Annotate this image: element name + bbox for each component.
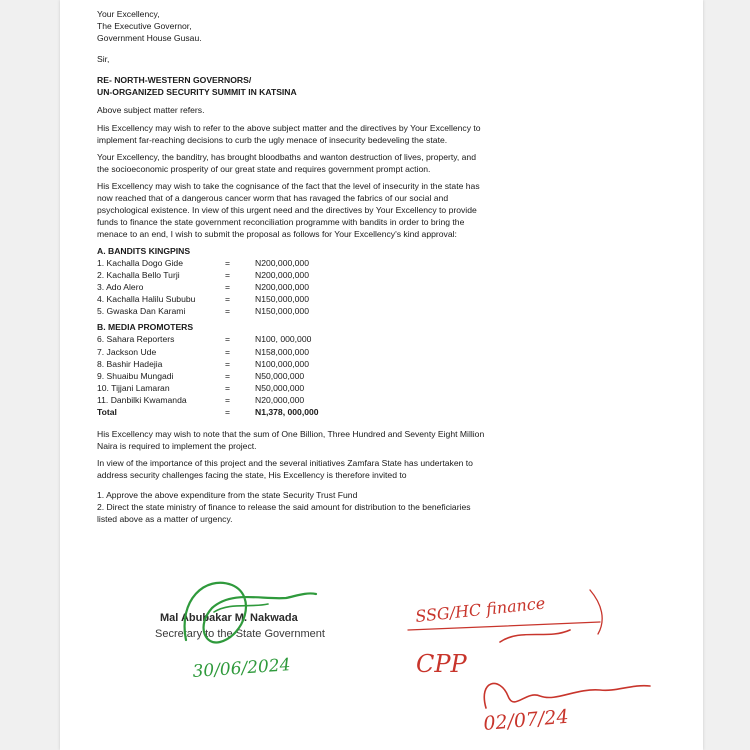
subject-line: UN-ORGANIZED SECURITY SUMMIT IN KATSINA [97, 87, 297, 97]
section-b-heading: B. MEDIA PROMOTERS [97, 322, 194, 333]
item-name: 11. Danbilki Kwamanda [97, 394, 187, 405]
total-amount: N1,378, 000,000 [255, 407, 319, 418]
signatory-name: Mal Abubakar M. Nakwada [160, 612, 298, 624]
item-amount: N200,000,000 [255, 282, 309, 293]
text-line: psychological existence. In view of this urgent need and the directives by Your Excellency to provide [97, 205, 477, 215]
item-equals: = [225, 394, 231, 405]
item-amount: N20,000,000 [255, 394, 305, 405]
item-equals: = [225, 382, 231, 393]
action-item: listed above as a matter of urgency. [97, 514, 233, 525]
item-name: 10. Tijjani Lamaran [97, 382, 170, 393]
item-amount: N200,000,000 [255, 270, 309, 281]
green-signature-stroke [214, 604, 268, 612]
subject-line: RE- NORTH-WESTERN GOVERNORS/ [97, 75, 252, 85]
red-signature-scribble [484, 630, 650, 708]
item-name: 2. Kachalla Bello Turji [97, 270, 180, 281]
item-amount: N150,000,000 [255, 294, 309, 305]
item-amount: N100,000,000 [255, 358, 309, 369]
item-amount: N100, 000,000 [255, 334, 312, 345]
text-line: implement far-reaching decisions to curb the ugly menace of insecurity bedeveling the state. [97, 135, 448, 145]
signatory-title: Secretary to the State Government [155, 628, 325, 640]
text-line: now reached that of a dangerous cancer worm that has ravaged the fabrics of our social and [97, 193, 449, 203]
text-line: Your Excellency, the banditry, has brought bloodbaths and wanton destruction of lives, property, and [97, 152, 476, 162]
item-equals: = [225, 282, 231, 293]
item-equals: = [225, 346, 231, 357]
item-amount: N150,000,000 [255, 306, 309, 317]
item-name: 6. Sahara Reporters [97, 334, 175, 345]
item-equals: = [225, 294, 231, 305]
item-equals: = [225, 407, 231, 418]
text-line: His Excellency may wish to take the cognisance of the fact that the level of insecurity in the state has [97, 181, 480, 191]
salutation: Sir, [97, 54, 110, 64]
action-item: 2. Direct the state ministry of finance to release the said amount for distribution to the beneficiaries [97, 502, 471, 513]
item-name: 5. Gwaska Dan Karami [97, 306, 186, 317]
red-minute-line: SSG/HC finance [414, 593, 547, 626]
item-amount: N158,000,000 [255, 346, 309, 357]
item-equals: = [225, 270, 231, 281]
text-line: His Excellency may wish to refer to the above subject matter and the directives by Your Excellency to [97, 123, 481, 133]
item-equals: = [225, 358, 231, 369]
green-signature-scribble [185, 583, 316, 643]
addressee-line: Government House Gusau. [97, 33, 202, 43]
text-line: funds to finance the state government reconciliation programme with bandits in order to bring the [97, 217, 465, 227]
item-equals: = [225, 258, 231, 268]
green-date: 30/06/2024 [191, 655, 292, 682]
text-line: Naira is required to implement the project. [97, 441, 257, 452]
text-line: In view of the importance of this project and the several initiatives Zamfara State has undertaken to [97, 458, 473, 469]
intro-line: Above subject matter refers. [97, 105, 205, 115]
item-name: 9. Shuaibu Mungadi [97, 370, 174, 381]
item-name: 4. Kachalla Halilu Sububu [97, 294, 196, 305]
section-a-heading: A. BANDITS KINGPINS [97, 246, 191, 256]
action-item: 1. Approve the above expenditure from the state Security Trust Fund [97, 490, 358, 501]
item-amount: N50,000,000 [255, 370, 305, 381]
item-amount: N200,000,000 [255, 258, 309, 268]
red-minute-date: 02/07/24 [482, 705, 570, 735]
item-equals: = [225, 334, 231, 345]
red-minute-initials: CPP [416, 650, 467, 678]
text-line: address security challenges facing the state, His Excellency is therefore invited to [97, 470, 407, 481]
item-amount: N50,000,000 [255, 382, 305, 393]
item-name: 7. Jackson Ude [97, 346, 157, 357]
total-label: Total [97, 407, 117, 418]
item-name: 8. Bashir Hadejia [97, 358, 163, 369]
item-equals: = [225, 370, 231, 381]
text-line: the socioeconomic prosperity of our great state and requires government prompt action. [97, 164, 431, 174]
text-line: menace to an end, I wish to submit the proposal as follows for Your Excellency's kind approval: [97, 229, 457, 239]
addressee-line: The Executive Governor, [97, 21, 192, 31]
item-name: 3. Ado Alero [97, 282, 144, 293]
item-equals: = [225, 306, 231, 317]
item-name: 1. Kachalla Dogo Gide [97, 258, 183, 268]
text-line: His Excellency may wish to note that the sum of One Billion, Three Hundred and Seventy Eight Million [97, 429, 485, 440]
addressee-line: Your Excellency, [97, 9, 160, 19]
